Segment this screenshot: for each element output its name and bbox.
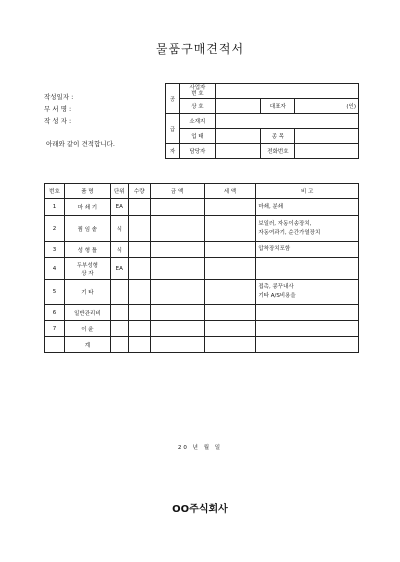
phone-field[interactable] [295,144,359,159]
cell-tax[interactable] [204,280,256,305]
cell-note: 보일러, 자동이송장치, 자동여과기, 순간가열장치 [256,216,359,242]
cell-name: 계 [64,337,110,353]
ceo-label: 대표자 [261,99,295,114]
header-tax: 세 액 [204,184,256,199]
header-note: 비 고 [256,184,359,199]
cell-qty[interactable] [128,321,150,337]
cell-note [256,305,359,321]
manager-field[interactable] [215,144,261,159]
item-label: 종 목 [261,129,295,144]
item-field[interactable] [295,129,359,144]
table-row [45,258,359,280]
header-name: 품 명 [64,184,110,199]
address-field[interactable] [215,114,358,129]
cell-amount[interactable] [150,216,204,242]
cell-qty[interactable] [128,280,150,305]
cell-qty[interactable] [128,199,150,216]
manager-label: 담당자 [179,144,215,159]
table-row [45,216,359,242]
document-title: 물품구매견적서 [155,42,245,56]
cell-no: 1 [45,199,65,216]
cell-unit [110,280,128,305]
cell-no [45,337,65,353]
cell-tax[interactable] [204,321,256,337]
business-type-label: 업 태 [179,129,215,144]
cell-note: 압착장치포함 [256,242,359,258]
cell-no: 7 [45,321,65,337]
cell-qty[interactable] [128,216,150,242]
company-name: OO주식회사 [172,504,228,515]
cell-unit: EA [110,258,128,280]
cell-note: 마쇄, 분쇄 [256,199,359,216]
cell-name: 이 윤 [64,321,110,337]
cell-qty[interactable] [128,337,150,353]
cell-name: 두부성형 상 자 [64,258,110,280]
cell-tax[interactable] [204,305,256,321]
cell-no: 6 [45,305,65,321]
cell-amount[interactable] [150,337,204,353]
department-label: 무 서 명 : [44,105,72,113]
ceo-field[interactable] [295,99,359,114]
header-qty: 수량 [128,184,150,199]
cell-qty[interactable] [128,242,150,258]
date-line: 20 년 월 일 [177,445,223,451]
cell-name: 마 쇄 기 [64,199,110,216]
cell-amount[interactable] [150,280,204,305]
cell-unit: 식 [110,216,128,242]
cell-unit: EA [110,199,128,216]
phone-label: 전화번호 [261,144,295,159]
cell-no: 2 [45,216,65,242]
table-row [45,280,359,305]
items-table [44,183,359,353]
supplier-side-char: 자 [166,144,180,159]
cell-unit [110,305,128,321]
business-type-field[interactable] [215,129,261,144]
company-field[interactable] [215,99,261,114]
cell-tax[interactable] [204,216,256,242]
cell-note [256,258,359,280]
cell-amount[interactable] [150,242,204,258]
cell-no: 3 [45,242,65,258]
cell-name: 기 타 [64,280,110,305]
cell-unit: 식 [110,242,128,258]
cell-tax[interactable] [204,258,256,280]
cell-amount[interactable] [150,199,204,216]
cell-tax[interactable] [204,337,256,353]
cell-note [256,321,359,337]
table-row [45,305,359,321]
cell-unit [110,337,128,353]
table-row [45,321,359,337]
supplier-side-char: 공 [166,84,180,114]
cell-note [256,337,359,353]
reg-no-field[interactable] [215,84,358,99]
header-amount: 금 액 [150,184,204,199]
address-label: 소재지 [179,114,215,129]
cell-tax[interactable] [204,199,256,216]
estimate-message: 아래와 같이 견적합니다. [46,140,115,148]
cell-amount[interactable] [150,258,204,280]
date-label: 작성일자 : [44,93,74,101]
table-row [45,337,359,353]
cell-qty[interactable] [128,258,150,280]
cell-qty[interactable] [128,305,150,321]
author-label: 작 성 자 : [44,117,72,125]
supplier-side-char: 급 [166,114,180,144]
cell-no: 5 [45,280,65,305]
cell-name: 찜 임 솥 [64,216,110,242]
header-no: 번호 [45,184,65,199]
cell-name: 일반관리비 [64,305,110,321]
cell-note: 접촉, 콩꾸내사 기타 A/S비용을 [256,280,359,305]
cell-amount[interactable] [150,321,204,337]
cell-unit [110,321,128,337]
header-unit: 단위 [110,184,128,199]
table-row [45,199,359,216]
cell-tax[interactable] [204,242,256,258]
supplier-table [165,83,359,159]
reg-no-label: 사업자 번 호 [179,84,215,99]
company-label: 상 호 [179,99,215,114]
seal-mark: (인) [346,104,356,110]
cell-name: 성 형 틀 [64,242,110,258]
table-row [45,242,359,258]
cell-amount[interactable] [150,305,204,321]
cell-no: 4 [45,258,65,280]
